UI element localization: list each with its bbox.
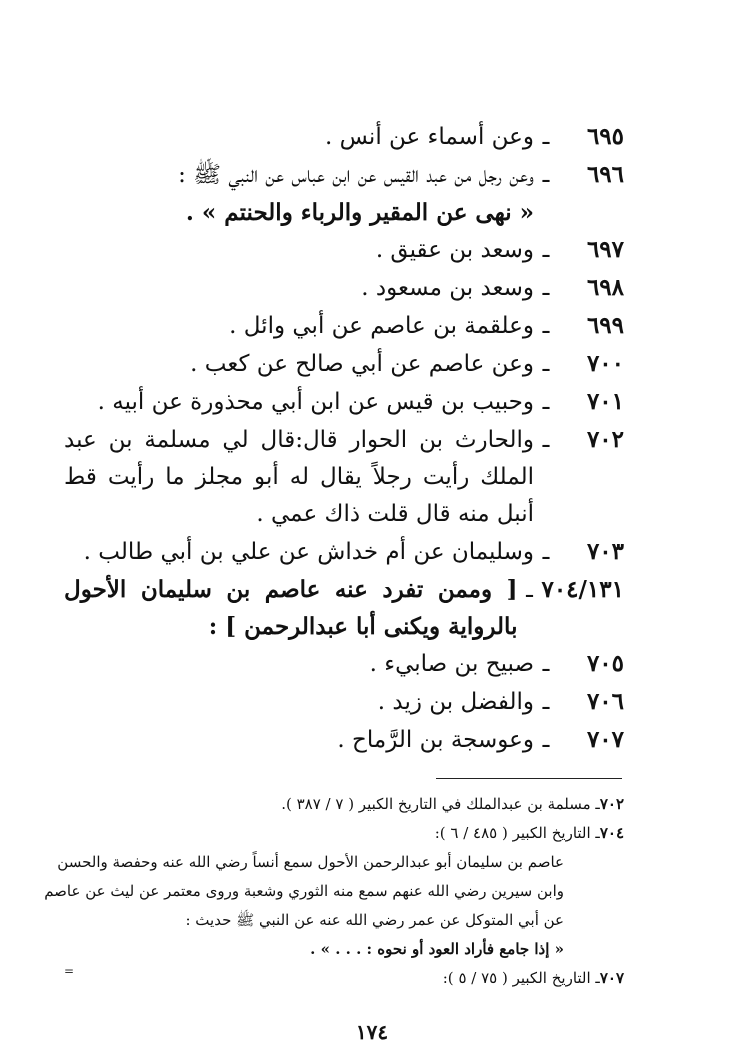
entry-text: والفضل بن زيد . xyxy=(377,689,534,715)
entry-695 xyxy=(64,118,624,156)
entry-number: ٧٠٢ xyxy=(586,426,624,453)
entry-number: ٧٠٤/١٣١ xyxy=(541,576,624,603)
entry-706 xyxy=(64,683,624,721)
footnote-text: ـ التاريخ الكبير ( ٤٨٥ / ٦ ): xyxy=(434,824,600,842)
entry-text: وعوسجة بن الرَّماح . xyxy=(337,727,534,753)
entry-dash: ـ xyxy=(542,727,550,753)
entry-number: ٦٩٧ xyxy=(586,236,624,263)
footnote-707 xyxy=(64,964,624,993)
entry-text: وعن رجل من عبد القيس عن ابن عباس عن النبي ﷺ : xyxy=(178,162,534,188)
entry-text: وعن عاصم عن أبي صالح عن كعب . xyxy=(190,351,534,377)
entry-707 xyxy=(64,721,624,759)
entry-702 xyxy=(64,421,624,533)
footnote-text: ـ مسلمة بن عبدالملك في التاريخ الكبير ( ٧ / ٣٨٧ ). xyxy=(281,795,600,813)
entry-696 xyxy=(64,156,624,194)
entry-701 xyxy=(64,383,624,421)
entry-number: ٧٠١ xyxy=(586,388,624,415)
footnote-divider xyxy=(436,778,622,779)
entry-dash: ـ xyxy=(542,351,550,377)
entry-text: وحبيب بن قيس عن ابن أبي محذورة عن أبيه . xyxy=(97,389,534,415)
entry-number: ٦٩٥ xyxy=(586,123,624,150)
footnote-text: ـ التاريخ الكبير ( ٧٥ / ٥ ): xyxy=(442,969,600,987)
entry-number: ٦٩٨ xyxy=(586,274,624,301)
footnote-704-line-2: وابن سيرين رضي الله عنهم سمع منه الثوري وشعبة وروى معتمر عن ليث عن عاصم xyxy=(44,882,564,900)
entry-number: ٧٠٣ xyxy=(586,538,624,565)
entry-704-heading xyxy=(64,571,624,645)
entry-698 xyxy=(64,269,624,307)
entry-text: وسعد بن مسعود . xyxy=(361,275,534,301)
entry-dash: ـ xyxy=(542,275,550,301)
entry-dash: ـ xyxy=(542,689,550,715)
entry-dash: ـ xyxy=(542,651,550,677)
footnote-704-line-3: عن أبي المتوكل عن عمر رضي الله عنه عن النبي ﷺ حديث : xyxy=(185,911,564,929)
entry-dash: ـ xyxy=(542,124,550,150)
footnote-number: ٧٠٧ xyxy=(599,969,624,987)
footnote-704 xyxy=(64,819,624,848)
footnote-number: ٧٠٢ xyxy=(599,795,624,813)
entry-number: ٧٠٥ xyxy=(586,650,624,677)
entry-dash: ـ xyxy=(542,539,550,565)
entry-text: وسعد بن عقيق . xyxy=(375,237,534,263)
footnotes xyxy=(44,790,624,993)
entry-text: وعن أسماء عن أنس . xyxy=(324,124,534,150)
footnote-704-line-1: عاصم بن سليمان أبو عبدالرحمن الأحول سمع أنساً رضي الله عنه وحفصة والحسن xyxy=(57,853,564,871)
entry-697 xyxy=(64,231,624,269)
entry-dash: ـ xyxy=(542,427,550,453)
footnote-704-quote: « إذا جامع فأراد العود أو نحوه : . . . » . xyxy=(310,940,564,958)
hadith-quote: « نهى عن المقير والرباء والحنتم » . xyxy=(185,199,534,226)
footnote-number: ٧٠٤ xyxy=(599,824,624,842)
entry-dash: ـ xyxy=(542,389,550,415)
page-number: ١٧٤ xyxy=(355,1020,389,1044)
entry-dash: ـ xyxy=(542,162,550,188)
section-heading: [ وممن تفرد عنه عاصم بن سليمان الأحول بالرواية ويكنى أبا عبدالرحمن ] : xyxy=(64,576,518,640)
entry-text: وسليمان عن أم خداش عن علي بن أبي طالب . xyxy=(83,539,534,565)
entry-dash: ـ xyxy=(542,237,550,263)
entry-700 xyxy=(64,345,624,383)
entry-number: ٧٠٦ xyxy=(586,688,624,715)
margin-mark: = xyxy=(64,964,75,978)
entry-dash: ـ xyxy=(526,577,533,603)
entry-699 xyxy=(64,307,624,345)
entry-number: ٧٠٠ xyxy=(586,350,624,377)
entry-number: ٧٠٧ xyxy=(586,726,624,753)
entry-number: ٦٩٦ xyxy=(586,161,624,188)
entry-text: والحارث بن الحوار قال:قال لي مسلمة بن عبد الملك رأيت رجلاً يقال له أبو مجلز ما رأيت قط أنبل منه قال قلت ذاك عمي . xyxy=(64,427,534,527)
entry-number: ٦٩٩ xyxy=(586,312,624,339)
entry-dash: ـ xyxy=(542,313,550,339)
main-text xyxy=(64,118,624,759)
entry-705 xyxy=(64,645,624,683)
entry-703 xyxy=(64,533,624,571)
entry-text: وعلقمة بن عاصم عن أبي وائل . xyxy=(229,313,534,339)
footnote-702 xyxy=(64,790,624,819)
entry-text: صبيح بن صابيء . xyxy=(369,651,534,677)
